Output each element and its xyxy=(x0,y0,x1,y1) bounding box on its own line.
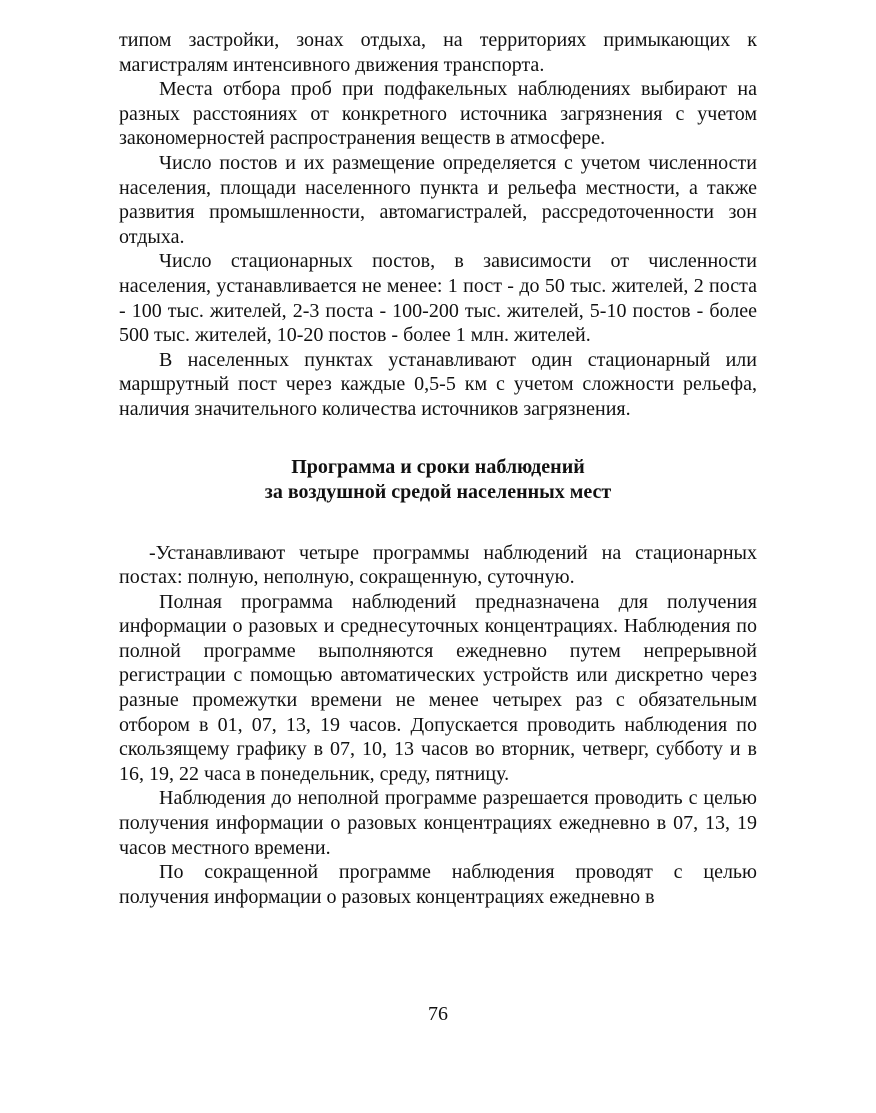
paragraph-number-of-posts: Число постов и их размещение определяется с учетом численности населения, площади населенного пункта и рельефа местности, а также развития промышленности, автомагистралей, рассредоточенности зон отдыха. xyxy=(119,151,757,248)
section-heading xyxy=(119,455,757,505)
paragraph-stationary-posts: Число стационарных постов, в зависимости от численности населения, устанавливается не менее: 1 пост - до 50 тыс. жителей, 2 поста - 100 тыс. жителей, 2-3 поста - 100-200 тыс. жителей, 5-10 постов - более 500 тыс. жителей, 10-20 постов - более 1 млн. жителей. xyxy=(119,250,757,347)
section-heading-line-1: Программа и сроки наблюдений xyxy=(291,455,585,478)
page-number: 76 xyxy=(428,1003,448,1025)
paragraph-sampling-sites: Места отбора проб при подфакельных наблюдениях выбирают на разных расстояниях от конкретного источника загрязнения с учетом закономерностей распространения веществ в атмосфере. xyxy=(119,78,757,150)
paragraph-partial-program: Наблюдения до неполной программе разрешается проводить с целью получения информации о разовых концентрациях ежедневно в 07, 13, 19 часов местного времени. xyxy=(119,787,757,859)
page-body xyxy=(119,28,757,909)
paragraph-continuation: типом застройки, зонах отдыха, на территориях примыкающих к магистралям интенсивного движения транспорта. xyxy=(119,29,757,76)
paragraph-four-programs: -Устанавливают четыре программы наблюдений на стационарных постах: полную, неполную, сокращенную, суточную. xyxy=(119,541,757,589)
paragraph-full-program: Полная программа наблюдений предназначена для получения информации о разовых и среднесуточных концентрациях. Наблюдения по полной программе выполняются ежедневно путем непрерывной регистрации с помощью автоматических устройств или дискретно через разные промежутки времени не менее четырех раз с обязательным отбором в 01, 07, 13, 19 часов. Допускается проводить наблюдения по скользящему графику в 07, 10, 13 часов во вторник, четверг, субботу и в 16, 19, 22 часа в понедельник, среду, пятницу. xyxy=(119,590,757,785)
section-heading-line-2: за воздушной средой населенных мест xyxy=(264,480,612,503)
paragraph-route-posts: В населенных пунктах устанавливают один стационарный или маршрутный пост через каждые 0,5-5 км с учетом сложности рельефа, наличия значительного количества источников загрязнения. xyxy=(119,348,757,420)
paragraph-reduced-program: По сокращенной программе наблюдения проводят с целью получения информации о разовых концентрациях ежедневно в xyxy=(119,861,757,908)
